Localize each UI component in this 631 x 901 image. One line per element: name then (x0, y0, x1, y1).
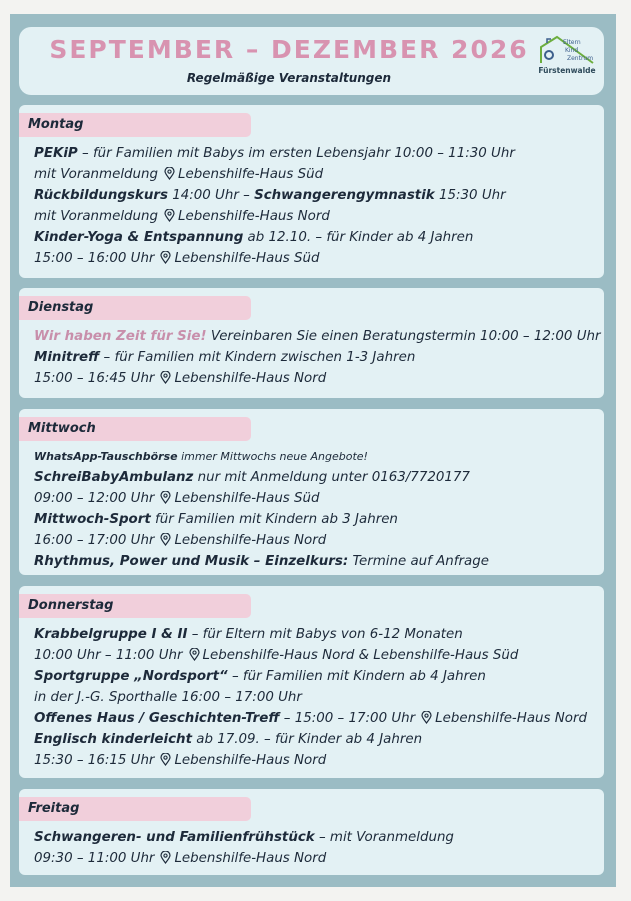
logo-line-2: Kind (565, 47, 579, 54)
day-heading: Mittwoch (19, 417, 251, 441)
event-line (34, 687, 600, 708)
event-line (34, 666, 600, 687)
event-text: – mit Voranmeldung (314, 830, 454, 845)
event-list (34, 624, 600, 771)
event-text: immer Mittwochs neue Angebote! (177, 450, 368, 463)
event-line (34, 447, 600, 467)
page-subtitle: Regelmäßige Veranstaltungen (186, 71, 392, 85)
event-title: Wir haben Zeit für Sie! (34, 329, 207, 344)
event-text: – 15:00 – 17:00 Uhr (279, 711, 416, 726)
location-text: Lebenshilfe-Haus Süd (178, 167, 324, 182)
location-text: Lebenshilfe-Haus Süd (174, 251, 320, 266)
event-line (34, 624, 600, 645)
logo-line-1: Eltern (563, 39, 581, 46)
event-text: 09:00 – 12:00 Uhr (34, 491, 155, 506)
location-pin-icon (160, 752, 171, 765)
event-title: WhatsApp-Tauschbörse (34, 450, 178, 463)
event-text: für Familien mit Kindern ab 3 Jahren (150, 512, 398, 527)
event-line (34, 848, 600, 869)
event-title: Offenes Haus / Geschichten-Treff (34, 711, 280, 726)
page-title: SEPTEMBER – DEZEMBER 2026 (49, 35, 529, 64)
event-title: SchreiBabyAmbulanz (34, 470, 194, 485)
event-text: 10:00 Uhr – 11:00 Uhr (34, 648, 183, 663)
location-pin-icon (160, 850, 171, 863)
event-text: – für Familien mit Kindern zwischen 1-3 Jahren (99, 350, 416, 365)
event-line (34, 551, 600, 572)
logo-line-3: Zentrum (567, 55, 594, 62)
event-title: Rhythmus, Power und Musik – Einzelkurs: (34, 554, 349, 569)
event-line (34, 827, 600, 848)
event-text: 16:00 – 17:00 Uhr (34, 533, 155, 548)
event-text: mit Voranmeldung (34, 167, 159, 182)
location-pin-icon (164, 166, 175, 179)
event-line (34, 645, 600, 666)
event-title: Mittwoch-Sport (34, 512, 151, 527)
location-text: Lebenshilfe-Haus Nord (174, 753, 327, 768)
event-line (34, 326, 600, 347)
event-title: Englisch kinderleicht (34, 732, 192, 747)
location-pin-icon (160, 532, 171, 545)
event-title: PEKiP (34, 146, 78, 161)
event-title: Schwangerengymnastik (254, 188, 435, 203)
event-line (34, 227, 600, 248)
event-title: Kinder-Yoga & Entspannung (34, 230, 244, 245)
logo (535, 33, 597, 77)
event-line (34, 185, 600, 206)
event-line (34, 488, 600, 509)
event-list (34, 143, 600, 269)
event-list (34, 326, 600, 389)
event-text: 15:30 – 16:15 Uhr (34, 753, 155, 768)
event-line (34, 467, 600, 488)
event-line (34, 206, 600, 227)
event-line (34, 368, 600, 389)
event-text: 09:30 – 11:00 Uhr (34, 851, 155, 866)
event-line (34, 708, 600, 729)
event-text: ab 17.09. – für Kinder ab 4 Jahren (191, 732, 423, 747)
location-text: Lebenshilfe-Haus Nord (435, 711, 587, 726)
location-text: Lebenshilfe-Haus Süd (174, 491, 320, 506)
location-text: Lebenshilfe-Haus Nord (178, 209, 330, 224)
location-pin-icon (421, 710, 432, 723)
location-pin-icon (164, 208, 175, 221)
event-text: Termine auf Anfrage (348, 554, 489, 569)
location-pin-icon (189, 647, 200, 660)
event-title: Schwangeren- und Familienfrühstück (34, 830, 315, 845)
location-pin-icon (160, 370, 171, 383)
day-card-donnerstag (19, 586, 604, 778)
location-text: Lebenshilfe-Haus Nord (174, 371, 327, 386)
event-text: Vereinbaren Sie einen Beratungstermin 10:00 – 12:00 Uhr (206, 329, 601, 344)
event-text: 15:00 – 16:00 Uhr (34, 251, 155, 266)
event-title: Sportgruppe „Nordsport“ (34, 669, 228, 684)
house-logo-icon (535, 33, 597, 67)
event-text: 15:00 – 16:45 Uhr (34, 371, 155, 386)
day-heading: Dienstag (19, 296, 251, 320)
event-line (34, 248, 600, 269)
day-heading: Freitag (19, 797, 251, 821)
location-text: Lebenshilfe-Haus Nord (174, 533, 327, 548)
event-text: in der J.-G. Sporthalle 16:00 – 17:00 Uhr (34, 690, 302, 705)
event-line (34, 143, 600, 164)
day-card-mittwoch (19, 409, 604, 575)
event-text: – für Eltern mit Babys von 6-12 Monaten (187, 627, 463, 642)
event-text: ab 12.10. – für Kinder ab 4 Jahren (243, 230, 474, 245)
header (19, 27, 604, 95)
day-card-freitag (19, 789, 604, 875)
event-text: mit Voranmeldung (34, 209, 159, 224)
event-title: Rückbildungskurs (34, 188, 168, 203)
day-card-montag (19, 105, 604, 278)
event-line (34, 164, 600, 185)
day-card-dienstag (19, 288, 604, 398)
event-text: 15:30 Uhr (434, 188, 506, 203)
event-text: – für Familien mit Babys im ersten Lebensjahr 10:00 – 11:30 Uhr (77, 146, 515, 161)
event-line (34, 530, 600, 551)
day-heading: Montag (19, 113, 251, 137)
location-text: Lebenshilfe-Haus Nord (174, 851, 327, 866)
location-text: Lebenshilfe-Haus Nord & Lebenshilfe-Haus Süd (202, 648, 519, 663)
event-line (34, 347, 600, 368)
day-heading: Donnerstag (19, 594, 251, 618)
event-text: nur mit Anmeldung unter 0163/7720177 (193, 470, 470, 485)
event-text: – für Familien mit Kindern ab 4 Jahren (227, 669, 486, 684)
event-list (34, 447, 600, 572)
event-line (34, 750, 600, 771)
event-line (34, 729, 600, 750)
event-title: Krabbelgruppe I & II (34, 627, 188, 642)
event-title: Minitreff (34, 350, 100, 365)
event-text: 14:00 Uhr – (167, 188, 255, 203)
location-pin-icon (160, 490, 171, 503)
logo-city: Fürstenwalde (538, 66, 596, 75)
location-pin-icon (160, 250, 171, 263)
event-line (34, 509, 600, 530)
event-list (34, 827, 600, 869)
